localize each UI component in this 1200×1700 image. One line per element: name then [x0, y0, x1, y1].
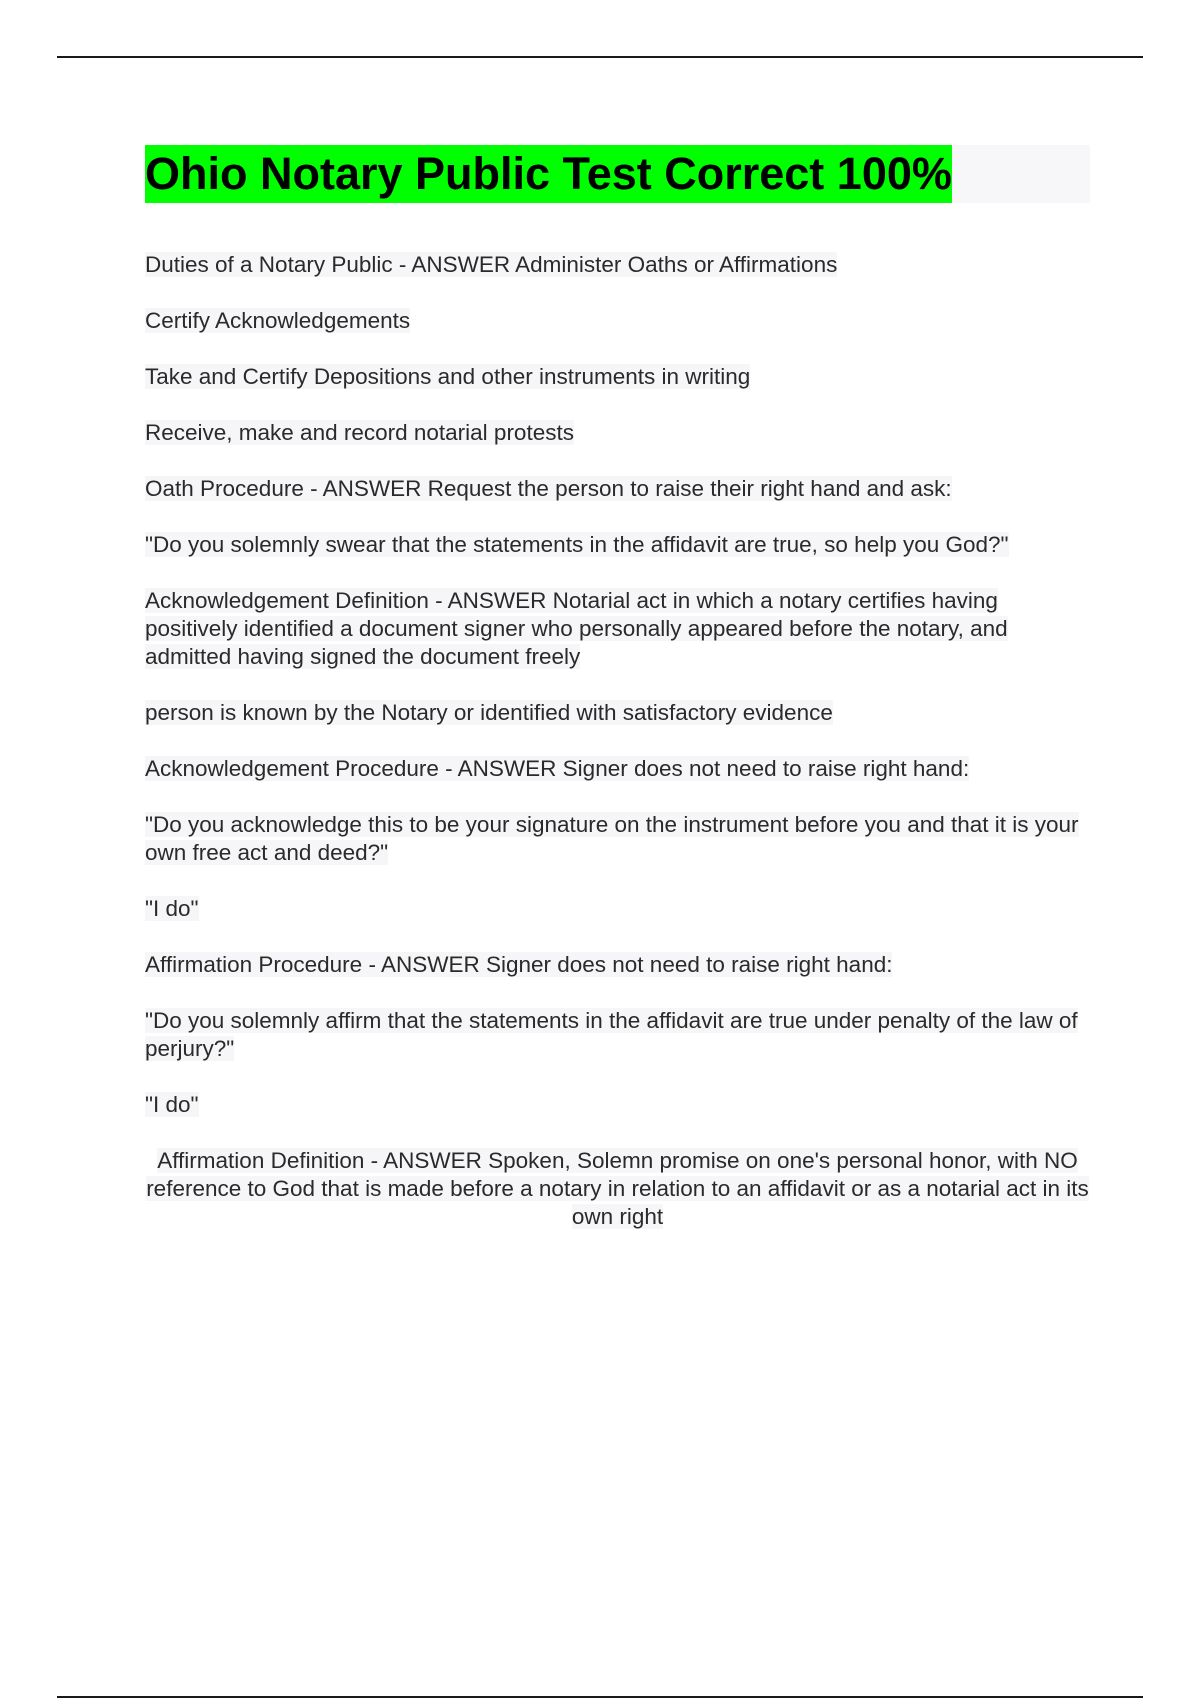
document-title: Ohio Notary Public Test Correct 100%	[145, 145, 952, 203]
qa-entry: Duties of a Notary Public - ANSWER Administer Oaths or Affirmations	[145, 252, 838, 277]
bottom-rule	[57, 1696, 1143, 1698]
title-band	[145, 145, 1090, 203]
qa-entry: person is known by the Notary or identified with satisfactory evidence	[145, 700, 833, 725]
document-body	[145, 145, 1090, 1259]
qa-entry: "I do"	[145, 896, 199, 921]
qa-entry: Oath Procedure - ANSWER Request the person to raise their right hand and ask:	[145, 476, 952, 501]
qa-entry: Certify Acknowledgements	[145, 308, 411, 333]
qa-entry: Acknowledgement Definition - ANSWER Notarial act in which a notary certifies having positively identified a document signer who personally appeared before the notary, and admitted having signed the document freely	[145, 588, 1008, 669]
qa-entry: Take and Certify Depositions and other instruments in writing	[145, 364, 751, 389]
qa-entry: "Do you solemnly swear that the statements in the affidavit are true, so help you God?"	[145, 532, 1009, 557]
qa-entry: "I do"	[145, 1092, 199, 1117]
qa-entry: Affirmation Definition - ANSWER Spoken, Solemn promise on one's personal honor, with NO reference to God that is made before a notary in relation to an affidavit or as a notarial act in its own right	[146, 1148, 1089, 1229]
top-rule	[57, 56, 1143, 58]
qa-entry: Acknowledgement Procedure - ANSWER Signer does not need to raise right hand:	[145, 756, 970, 781]
qa-entry: "Do you solemnly affirm that the statements in the affidavit are true under penalty of the law of perjury?"	[145, 1008, 1078, 1061]
qa-entry: "Do you acknowledge this to be your signature on the instrument before you and that it is your own free act and deed?"	[145, 812, 1079, 865]
qa-entry: Receive, make and record notarial protests	[145, 420, 574, 445]
qa-entry: Affirmation Procedure - ANSWER Signer does not need to raise right hand:	[145, 952, 893, 977]
qa-list	[145, 251, 1090, 1231]
